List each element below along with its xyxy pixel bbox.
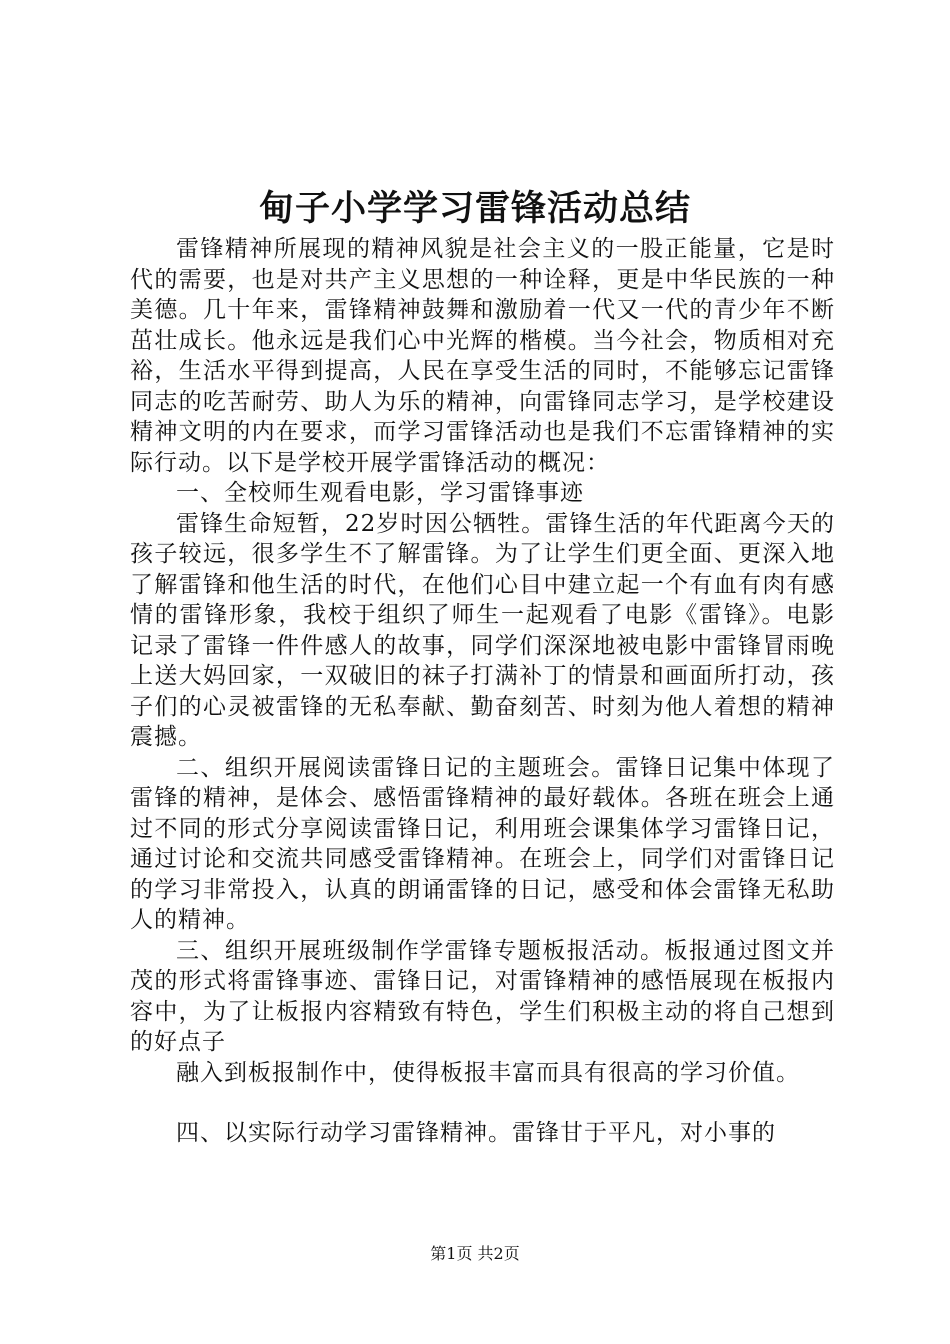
paragraph-action: 四、以实际行动学习雷锋精神。雷锋甘于平凡，对小事的 xyxy=(176,1120,776,1146)
paragraph-movie: 雷锋生命短暂，22岁时因公牺牲。雷锋生活的年代距离今天的孩子较远，很多学生不了解雷锋。为了让学生们更全面、更深入地了解雷锋和他生活的时代，在他们心目中建立起一个有血有肉有感情的雷锋形象，我校于组织了师生一起观看了电影《雷锋》。电影记录了雷锋一件件感人的故事，同学们深深地被电影中雷锋冒雨晚上送大妈回家，一双破旧的袜子打满补丁的情景和画面所打动，孩子们的心灵被雷锋的无私奉献、勤奋刻苦、时刻为他人着想的精神震撼。 xyxy=(130,510,835,750)
document-body xyxy=(130,234,835,1149)
paragraph-intro: 雷锋精神所展现的精神风貌是社会主义的一股正能量，它是时代的需要，也是对共产主义思想的一种诠释，更是中华民族的一种美德。几十年来，雷锋精神鼓舞和激励着一代又一代的青少年不断茁壮成长。他永远是我们心中光辉的楷模。当今社会，物质相对充裕，生活水平得到提高，人民在享受生活的同时，不能够忘记雷锋同志的吃苦耐劳、助人为乐的精神，向雷锋同志学习，是学校建设精神文明的内在要求，而学习雷锋活动也是我们不忘雷锋精神的实际行动。以下是学校开展学雷锋活动的概况： xyxy=(130,236,835,476)
paragraph-blackboard: 三、组织开展班级制作学雷锋专题板报活动。板报通过图文并茂的形式将雷锋事迹、雷锋日记，对雷锋精神的感悟展现在板报内容中，为了让板报内容精致有特色，学生们积极主动的将自己想到的好点子 xyxy=(130,937,835,1055)
paragraph-diary: 二、组织开展阅读雷锋日记的主题班会。雷锋日记集中体现了雷锋的精神，是体会、感悟雷锋精神的最好载体。各班在班会上通过不同的形式分享阅读雷锋日记，利用班会课集体学习雷锋日记，通过讨论和交流共同感受雷锋精神。在班会上，同学们对雷锋日记的学习非常投入，认真的朗诵雷锋的日记，感受和体会雷锋无私助人的精神。 xyxy=(130,754,835,933)
page-number-footer: 第1页 共2页 xyxy=(430,1244,520,1263)
document-title: 甸子小学学习雷锋活动总结 xyxy=(258,188,691,229)
section-heading-one: 一、全校师生观看电影，学习雷锋事迹 xyxy=(176,480,584,506)
paragraph-blackboard-continued: 融入到板报制作中，使得板报丰富而具有很高的学习价值。 xyxy=(176,1059,800,1086)
